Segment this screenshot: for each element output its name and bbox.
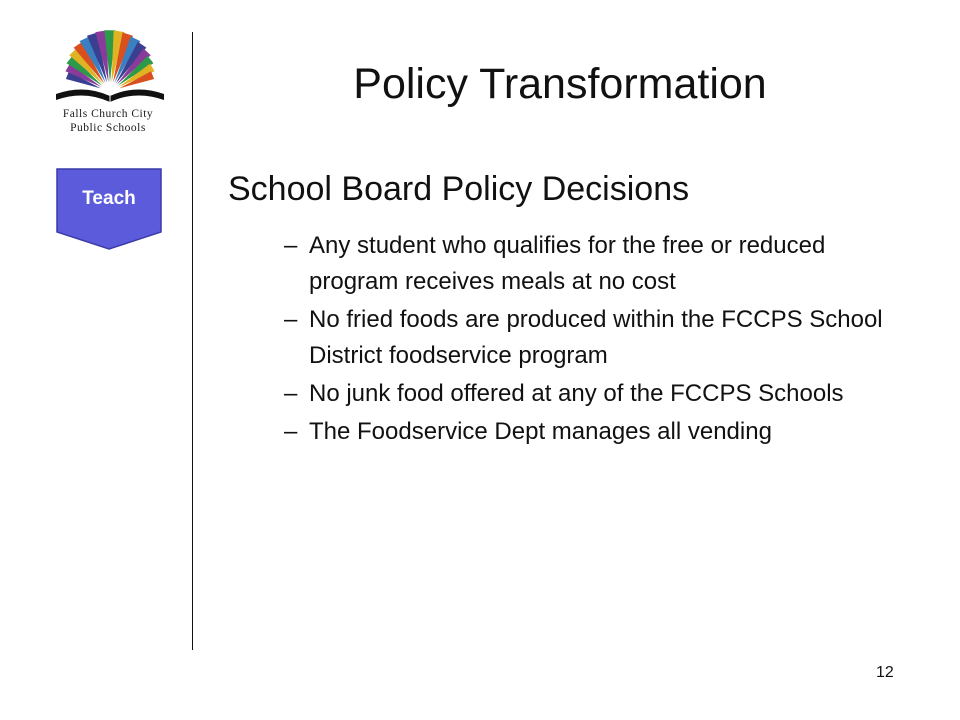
bullet-item (284, 376, 914, 412)
vertical-divider (192, 32, 193, 650)
bullet-item (284, 302, 914, 374)
slide-subtitle: School Board Policy Decisions (228, 170, 690, 208)
logo-text-line-1: Falls Church City (62, 108, 154, 120)
bullet-dash: – (284, 232, 298, 259)
bullet-dash: – (284, 380, 298, 407)
page-number: 12 (876, 664, 894, 681)
bullet-text: No junk food offered at any of the FCCPS Schools (309, 380, 844, 407)
teach-badge (56, 168, 162, 250)
bullet-text: The Foodservice Dept manages all vending (309, 418, 772, 445)
bullet-dash: – (284, 306, 298, 333)
bullet-item (284, 228, 914, 300)
logo-text-line-2: Public Schools (70, 122, 146, 134)
school-logo (40, 22, 176, 134)
bullet-text: Any student who qualifies for the free or reduced program receives meals at no cost (309, 232, 826, 295)
bullet-list (284, 228, 914, 452)
bullet-item (284, 414, 914, 450)
bullet-text: No fried foods are produced within the FCCPS School District foodservice program (309, 306, 883, 369)
slide-title: Policy Transformation (353, 60, 767, 108)
bullet-dash: – (284, 418, 298, 445)
teach-badge-label: Teach (82, 188, 136, 209)
open-book-sunburst-icon (48, 22, 172, 106)
